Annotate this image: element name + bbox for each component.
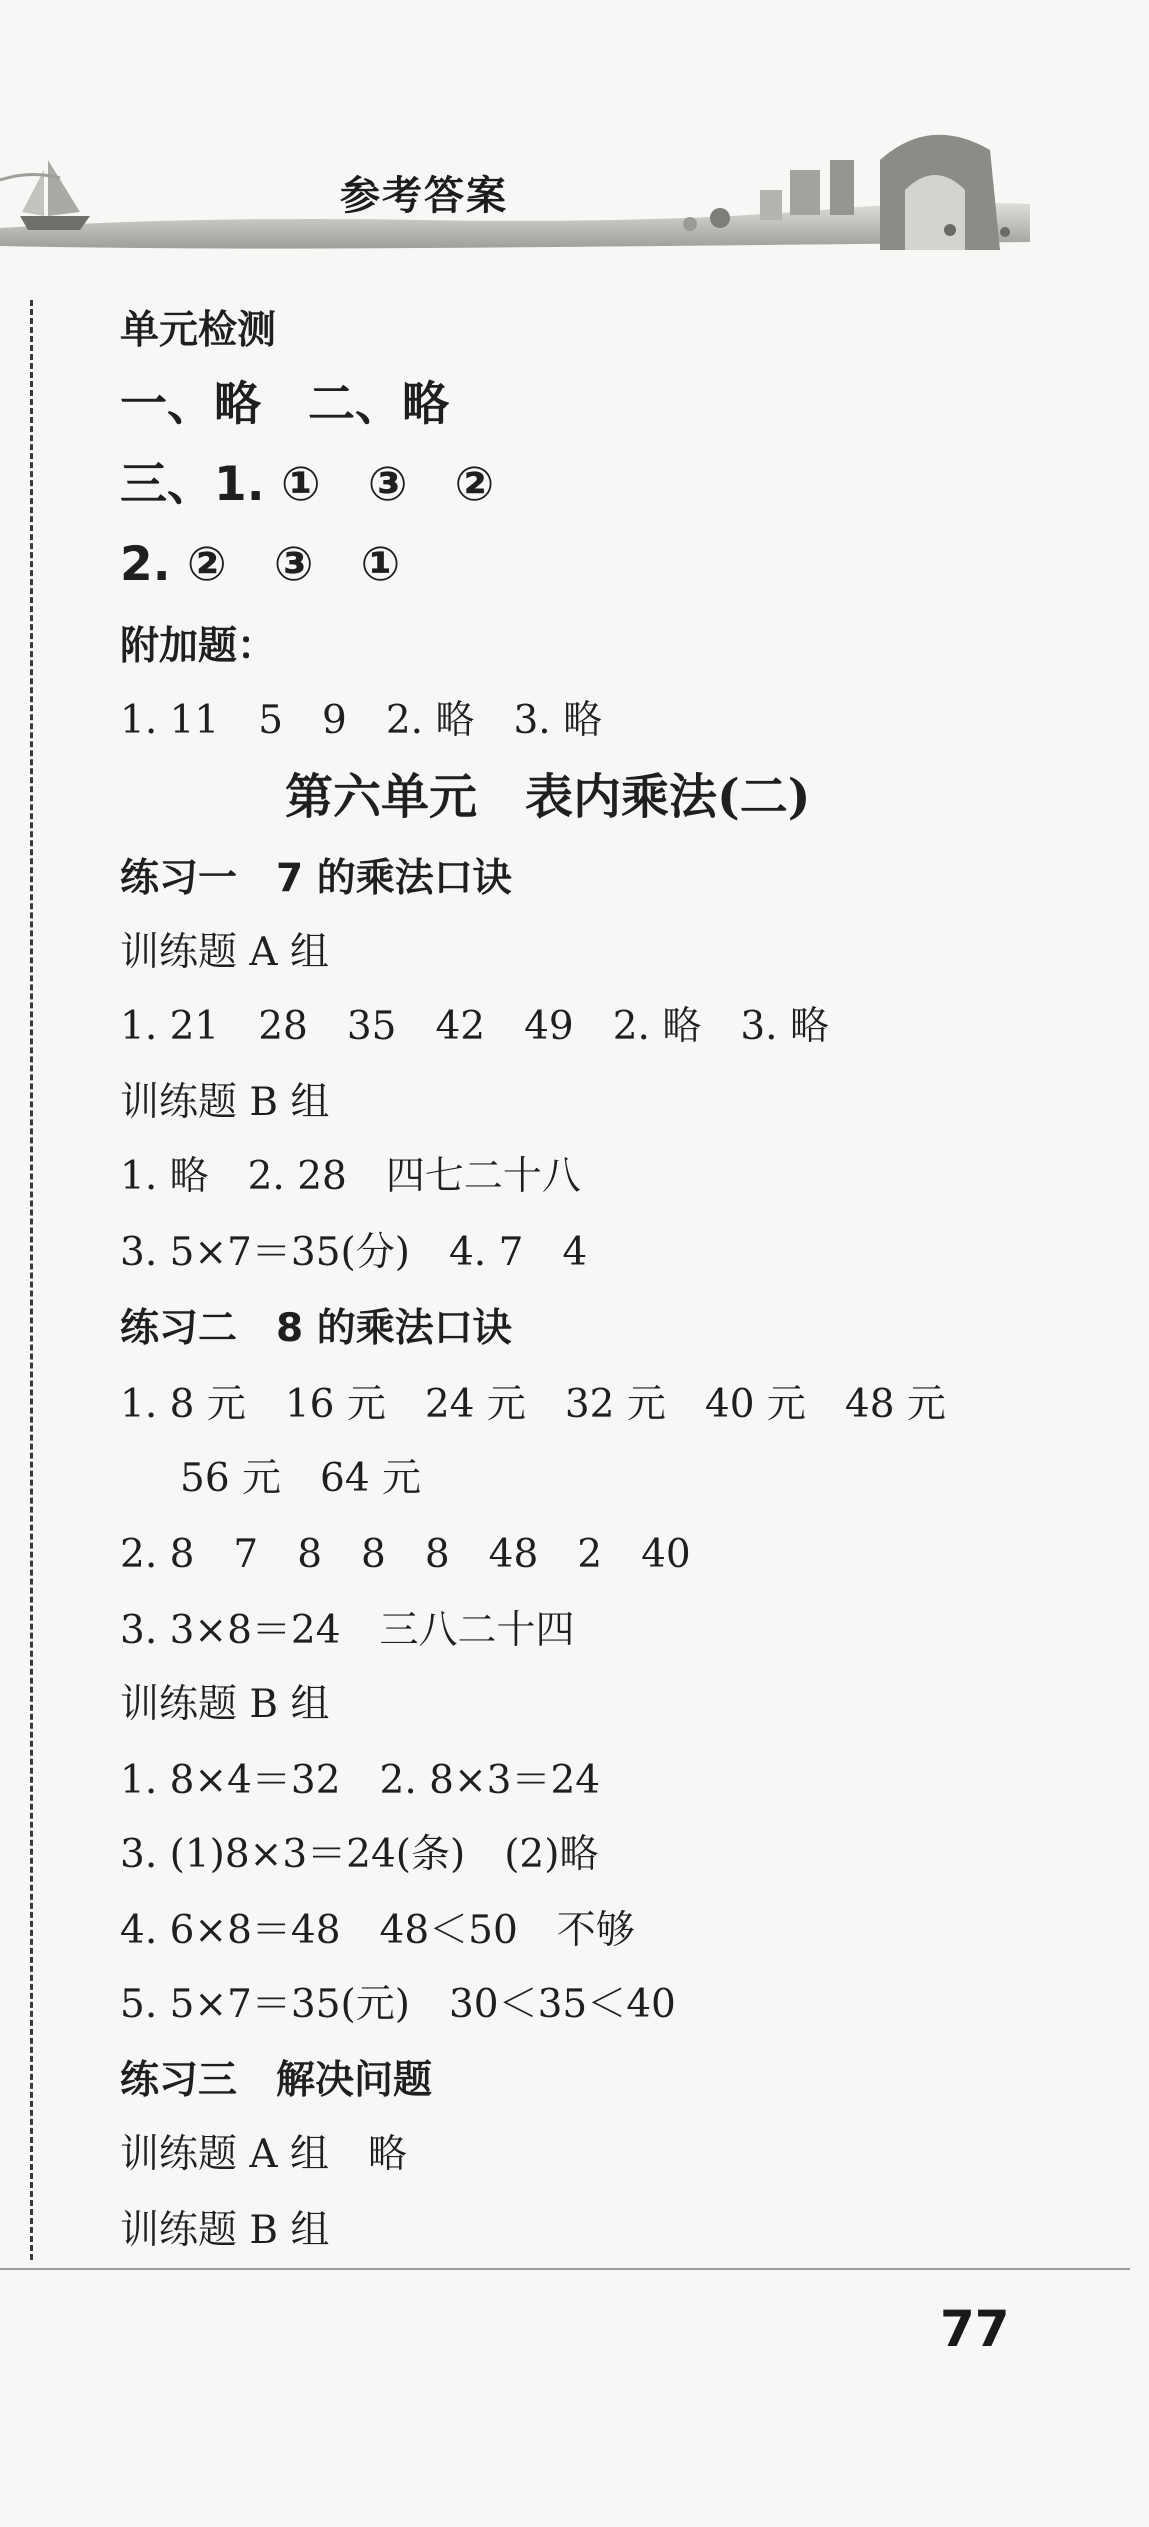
section-heading: 单元检测 (120, 308, 277, 353)
page-number: 77 (940, 2300, 1010, 2358)
section-heading: 附加题： (120, 624, 277, 669)
answer-line: 1. 8×4＝32 2. 8×3＝24 (120, 1758, 601, 1803)
answer-line: 5. 5×7＝35(元) 30＜35＜40 (120, 1982, 676, 2027)
answer-line: 1. 8 元 16 元 24 元 32 元 40 元 48 元 (120, 1382, 946, 1427)
answer-line-continued: 56 元 64 元 (180, 1456, 422, 1501)
exercise-group-label: 训练题 B 组 (120, 1682, 330, 1727)
answer-line: 3. 3×8＝24 三八二十四 (120, 1608, 575, 1653)
answer-line: 1. 21 28 35 42 49 2. 略 3. 略 (120, 1004, 829, 1049)
answer-line: 1. 略 2. 28 四七二十八 (120, 1154, 581, 1199)
page-title: 参考答案 (340, 173, 508, 219)
exercise-group-label: 训练题 B 组 (120, 2208, 330, 2253)
answer-line: 4. 6×8＝48 48＜50 不够 (120, 1908, 635, 1953)
binding-margin-line (30, 300, 33, 2260)
section-heading: 练习三 解决问题 (120, 2058, 433, 2103)
answer-line: 2. 8 7 8 8 8 48 2 40 (120, 1532, 691, 1577)
exercise-group-label: 训练题 A 组 (120, 930, 329, 975)
exercise-group-label: 训练题 A 组 略 (120, 2132, 407, 2177)
answer-line: 1. 11 5 9 2. 略 3. 略 (120, 698, 603, 743)
header-banner (0, 120, 1030, 250)
answer-line: 2. ② ③ ① (120, 537, 401, 592)
exercise-group-label: 训练题 B 组 (120, 1080, 330, 1125)
answer-line: 3. 5×7＝35(分) 4. 7 4 (120, 1230, 588, 1275)
section-heading: 练习一 7 的乘法口诀 (120, 856, 512, 901)
footer-divider (0, 2268, 1130, 2270)
section-heading: 练习二 8 的乘法口诀 (120, 1306, 512, 1351)
answer-line: 三、1. ① ③ ② (120, 457, 495, 512)
answer-line: 3. (1)8×3＝24(条) (2)略 (120, 1832, 599, 1877)
unit-title: 第六单元 表内乘法(二) (285, 769, 811, 825)
answer-line: 一、略 二、略 (120, 377, 449, 432)
banner-decoration (0, 120, 1030, 250)
